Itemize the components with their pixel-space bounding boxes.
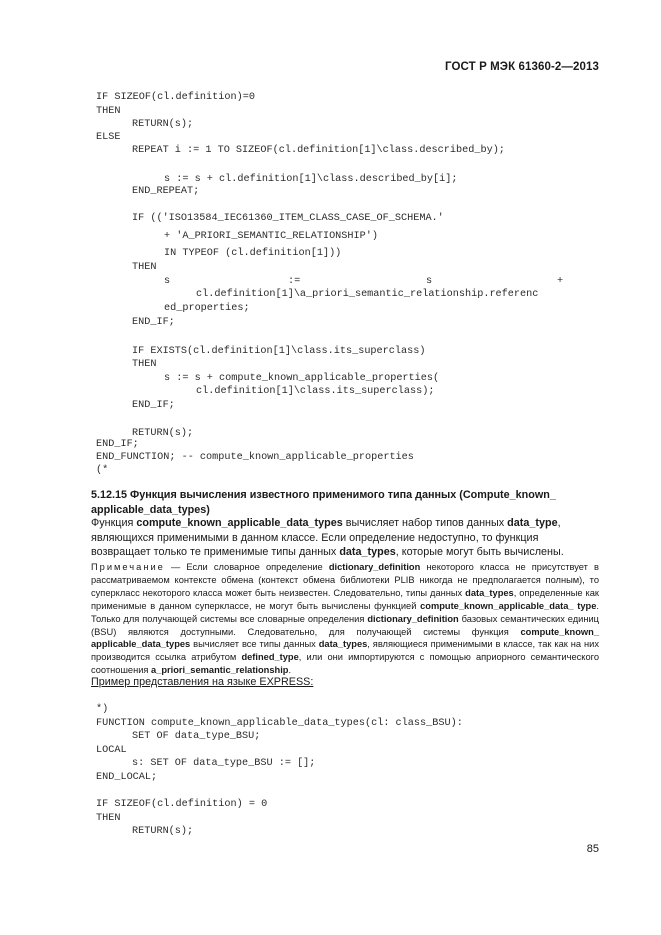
code-line: ELSE [96,132,121,143]
code-line: IF EXISTS(cl.definition[1]\class.its_superclass) [132,346,426,357]
function-name: compute_known_applicable_data_types [136,517,343,529]
code-line: END_IF; [132,317,175,328]
code-line: IF SIZEOF(cl.definition)=0 [96,92,255,103]
type-name: data_type [507,517,558,529]
note-term: data_types [465,587,514,598]
note-term: compute_known_applicable_data_ type [420,600,597,611]
note-paragraph [91,561,599,677]
code-line: *) [96,704,109,715]
note-text: , являющиеся применимыми в классе, так как на них производится ссылка атрибутом [91,639,599,663]
para-text: вычисляет набор типов данных [342,517,508,529]
note-text: . Только для получающей системы все словарные определения [91,600,599,624]
code-line: RETURN(s); [132,826,194,837]
code-line: IF (('ISO13584_IEC61360_ITEM_CLASS_CASE_OF_SCHEMA.' [132,213,444,224]
code-line: RETURN(s); [132,119,194,130]
code-line: s := s + cl.definition[1]\class.described_by[i]; [164,174,458,185]
note-term: data_types [318,639,368,650]
note-text: — Если словарное определение [164,562,329,572]
code-line: (* [96,465,109,476]
code-line: THEN [132,359,157,370]
note-term: a_priori_semantic_relationship [151,665,289,676]
code-line: SET OF data_type_BSU; [132,731,261,742]
code-line: THEN [96,813,121,824]
note-text: . [288,665,292,676]
code-line: LOCAL [96,745,127,756]
example-label: Пример представления на языке EXPRESS: [91,676,314,688]
section-heading: 5.12.15 Функция вычисления известного применимого типа данных (Compute_known_ applicable_data_types) [91,489,556,516]
page-number: 85 [586,843,599,855]
code-line: RETURN(s); [132,428,194,439]
note-term: defined_type [241,652,299,663]
code-line: THEN [132,262,157,273]
code-token: := [288,276,301,287]
type-name: data_types [339,546,396,558]
code-line: IN TYPEOF (cl.definition[1])) [164,248,342,259]
code-line: END_LOCAL; [96,772,158,783]
code-line: cl.definition[1]\a_priori_semantic_relationship.referenc [196,289,539,300]
code-line: IF SIZEOF(cl.definition) = 0 [96,799,268,810]
code-line: s: SET OF data_type_BSU := []; [132,758,316,769]
note-text: базовых семантических единиц (BSU) являются доступными. Следовательно, для получающей системы функция [91,613,599,637]
code-line: cl.definition[1]\class.its_superclass); [196,386,435,397]
code-line: REPEAT i := 1 TO SIZEOF(cl.definition[1]\class.described_by); [132,145,505,156]
code-token: s [426,276,433,287]
para-text: , являющихся применимыми в данном классе. Если определение недоступно, то функция возвращает только те применимые типы данных [91,517,561,558]
note-text: , определенные как применимые в данном суперклассе, не могут быть вычислены функцией [91,587,600,611]
code-line: ed_properties; [164,303,250,314]
note-term: dictionary_definition [367,613,459,624]
para-text: , которые могут быть вычислены. [395,546,564,558]
code-token: s [164,276,171,287]
code-line: FUNCTION compute_known_applicable_data_types(cl: class_BSU): [96,718,463,729]
code-line: + 'A_PRIORI_SEMANTIC_RELATIONSHIP') [164,231,378,242]
code-line: END_IF; [96,439,139,450]
note-text: вычисляет все типы данных [190,639,319,650]
code-line: s := s + compute_known_applicable_properties( [164,373,440,384]
code-line: END_REPEAT; [132,186,200,197]
code-line: END_FUNCTION; -- compute_known_applicable_properties [96,452,414,463]
note-term: compute_known_ applicable_data_types [91,626,599,650]
code-line: THEN [96,106,121,117]
document-standard-header: ГОСТ Р МЭК 61360-2—2013 [445,61,599,73]
para-text: Функция [91,517,137,529]
code-line: END_IF; [132,400,175,411]
note-text: , или они импортируются с помощью априорного семантического соотношения [91,652,599,676]
note-label: Примечание [91,562,165,572]
section-paragraph [91,516,599,560]
code-token: + [557,276,564,287]
note-text: некоторого класса не присутствует в рассматриваемом контексте обмена (контекст обмена библиотеки PLIB никогда не предполагается полным), то суперкласс некоторого класса может быть неизвестен. Следовательно, типы данных [91,562,599,598]
note-term: dictionary_definition [328,562,421,572]
